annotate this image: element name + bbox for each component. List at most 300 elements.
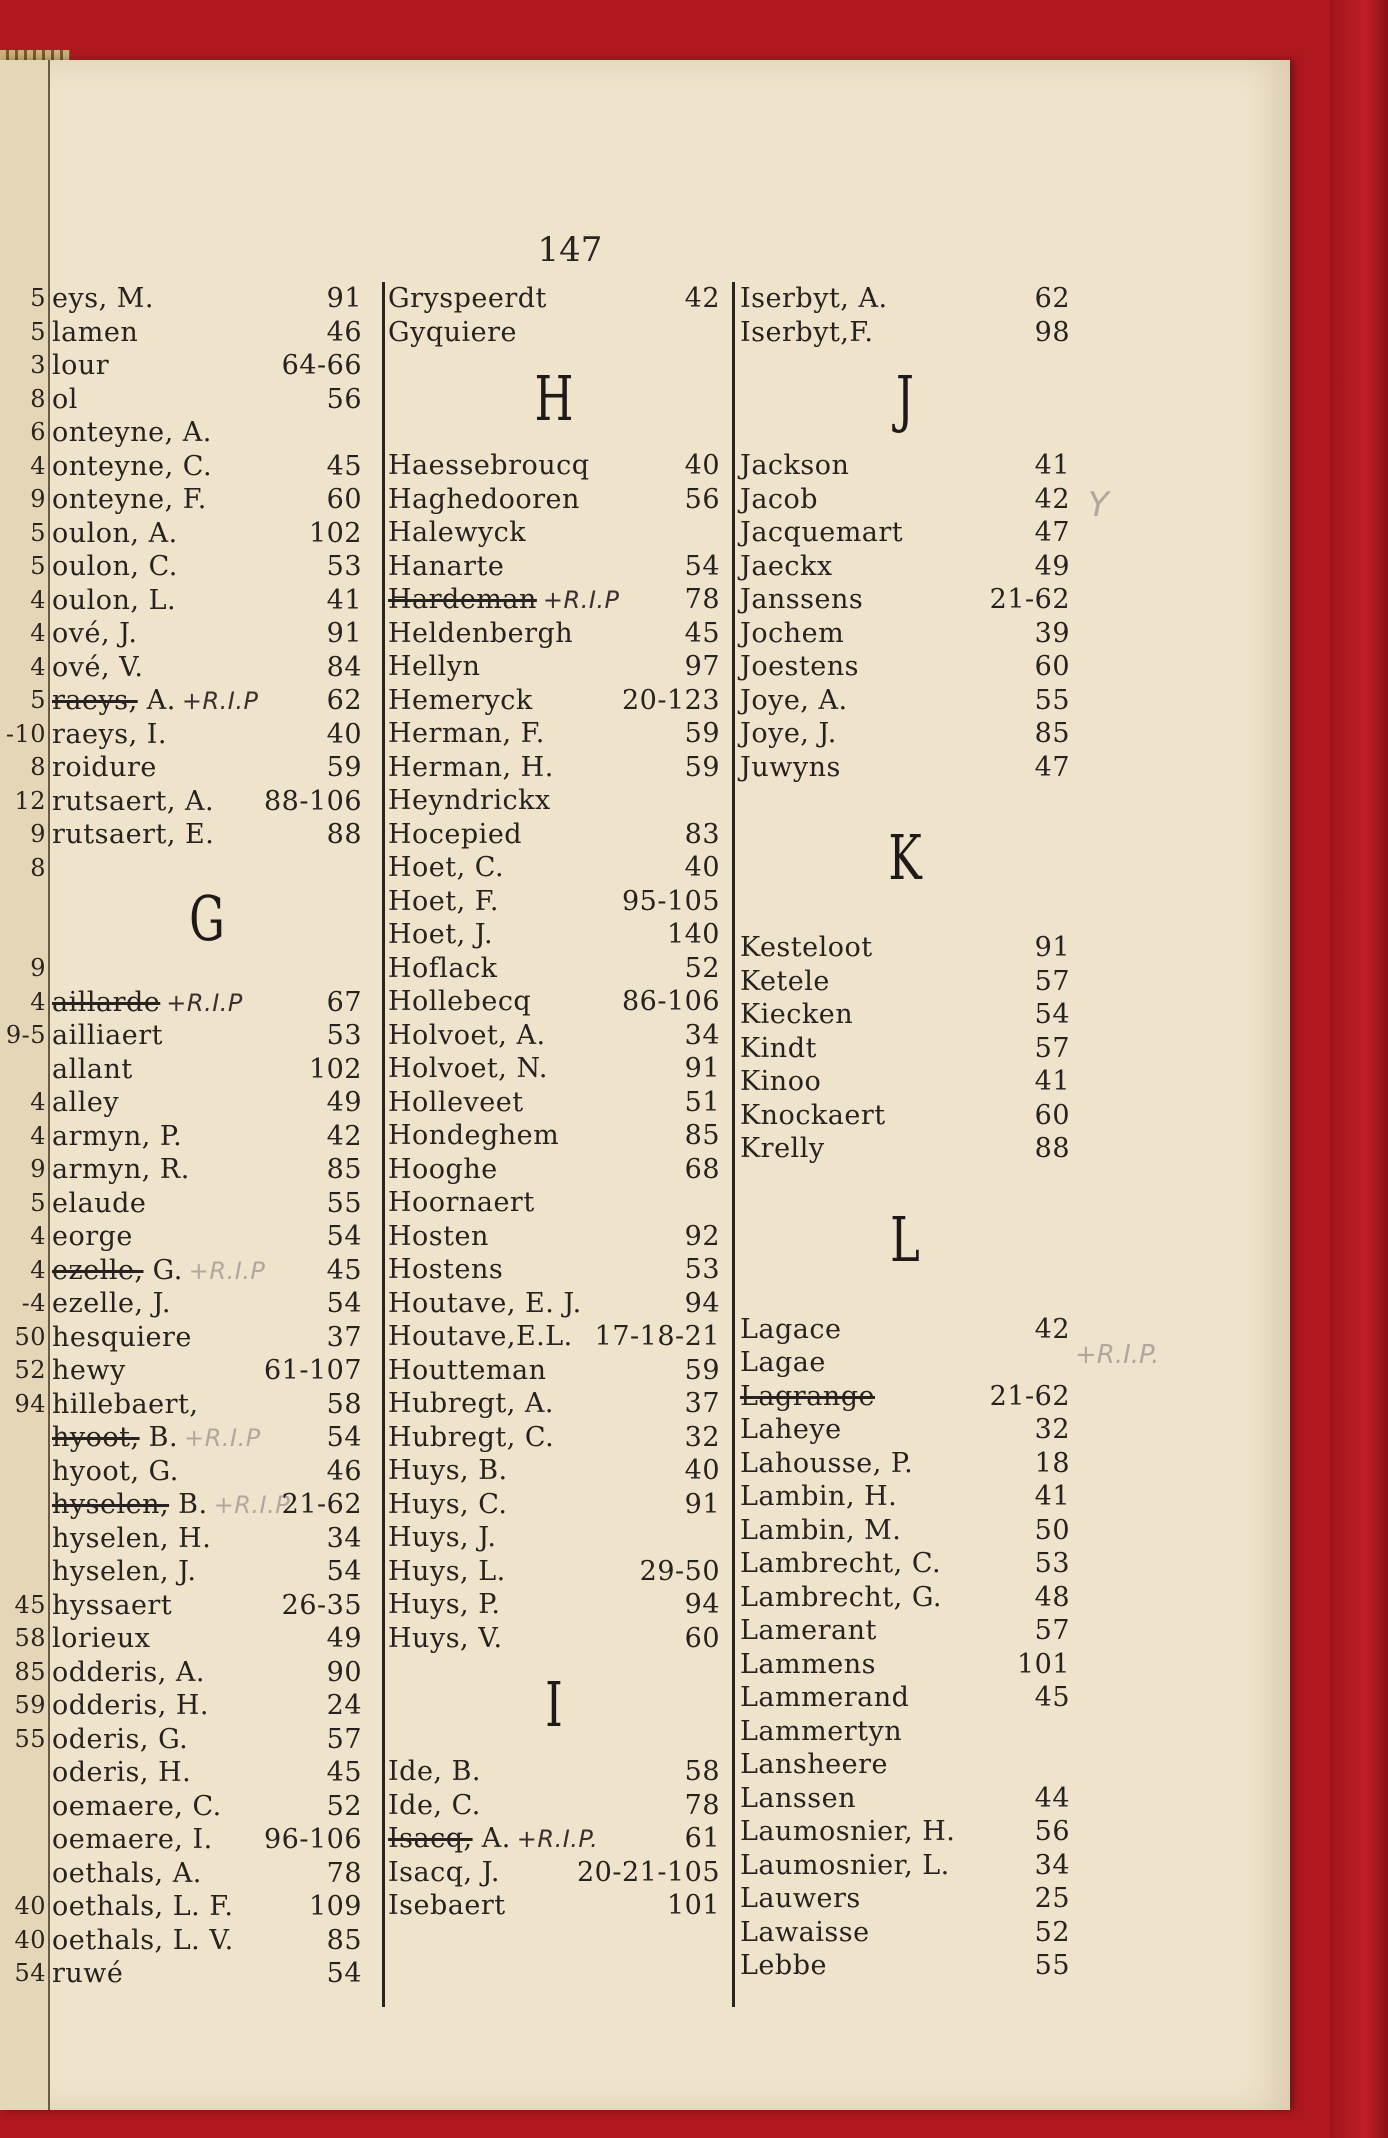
index-entry: [388, 751, 720, 785]
index-entry: [740, 717, 1070, 751]
entry-name: alley: [52, 1087, 120, 1118]
entry-initial: G.: [143, 1254, 183, 1286]
entry-name: Gryspeerdt: [388, 283, 547, 314]
margin-fragment: 5: [30, 284, 46, 312]
entry-name: Hondeghem: [388, 1120, 560, 1151]
index-entry: [740, 1715, 1070, 1749]
page-reference: 49: [326, 1087, 362, 1118]
margin-fragment: 45: [14, 1590, 46, 1619]
index-column-3: [740, 282, 1070, 1983]
page-reference: 56: [326, 383, 362, 415]
index-entry: [30, 651, 362, 685]
section-letter: I: [545, 1668, 563, 1741]
page-reference: 46: [326, 316, 362, 348]
index-entry: [388, 516, 720, 550]
index-entry: [388, 818, 720, 852]
page-reference: 45: [326, 1757, 362, 1788]
entry-name: oemaere, I.: [52, 1824, 213, 1855]
entry-name: Ide, B.: [388, 1756, 482, 1787]
entry-name: [52, 1254, 265, 1289]
entry-name: [52, 684, 258, 719]
page-reference: 60: [1034, 1099, 1070, 1131]
page-reference: 44: [1034, 1782, 1070, 1814]
entry-name: Lambin, M.: [740, 1514, 902, 1546]
index-entry: [52, 1756, 362, 1790]
index-entry: [14, 1723, 362, 1757]
page-reference: 67: [326, 986, 362, 1018]
struck-name: raeys,: [52, 685, 138, 716]
margin-fragment: 85: [14, 1657, 46, 1686]
entry-name: ezelle, J.: [52, 1288, 171, 1319]
index-entry: [30, 450, 362, 484]
index-entry: [30, 952, 362, 986]
section-letter: J: [896, 362, 914, 435]
page-reference: 56: [1034, 1816, 1070, 1847]
entry-name: [740, 1380, 875, 1414]
page-reference: 57: [1034, 1615, 1070, 1646]
index-entry: [30, 1187, 362, 1221]
page-reference: 88-106: [263, 785, 362, 817]
entry-name: Lambrecht, G.: [740, 1581, 943, 1613]
entry-name: Hellyn: [388, 651, 481, 682]
margin-fragment: 8: [30, 853, 46, 882]
entry-name: Lebbe: [740, 1950, 827, 1981]
page-reference: 45: [1034, 1682, 1070, 1713]
entry-name: Krelly: [740, 1133, 825, 1164]
index-entry: [388, 550, 720, 584]
entry-name: Laheye: [740, 1414, 842, 1445]
page-reference: 60: [1034, 651, 1070, 682]
index-entry: [30, 818, 362, 852]
handwritten-annotation: +R.I.P: [542, 586, 620, 614]
margin-fragment: -4: [21, 1289, 46, 1317]
page-reference: 101: [1016, 1648, 1070, 1680]
page-reference: 45: [326, 450, 362, 482]
index-entry: [740, 1480, 1070, 1514]
entry-name: Hooghe: [388, 1153, 498, 1185]
entry-name: Hosten: [388, 1220, 489, 1252]
entry-name: hewy: [52, 1355, 126, 1386]
index-entry: [21, 1287, 362, 1321]
entry-name: roidure: [52, 752, 157, 783]
page-reference: 53: [326, 1020, 362, 1051]
page-reference: 41: [1034, 1481, 1070, 1512]
index-entry: [30, 1153, 362, 1187]
page-reference: 54: [326, 1221, 362, 1252]
index-entry: [388, 1220, 720, 1254]
index-entry: [388, 1354, 720, 1388]
entry-name: allant: [52, 1053, 133, 1085]
entry-name: oulon, C.: [52, 551, 178, 582]
entry-name: Hoflack: [388, 952, 498, 984]
entry-name: Hocepied: [388, 818, 523, 850]
entry-name: Joye, A.: [740, 684, 848, 716]
index-entry: [14, 1622, 362, 1656]
section-letter: L: [890, 1202, 920, 1276]
page-reference: 37: [326, 1321, 362, 1353]
handwritten-annotation: +R.I.P.: [516, 1825, 599, 1853]
entry-name: Halewyck: [388, 517, 527, 548]
page-reference: 56: [684, 483, 720, 515]
entry-name: Heldenbergh: [388, 617, 574, 649]
entry-name: lamen: [52, 316, 139, 348]
entry-name: Jacob: [740, 483, 819, 515]
index-entry: [740, 1380, 1070, 1414]
entry-name: Joye, J.: [740, 718, 837, 749]
page-reference: 24: [326, 1690, 362, 1721]
entry-initial: B.: [169, 1489, 208, 1520]
index-entry: [388, 1052, 720, 1086]
page-reference: 102: [308, 517, 362, 549]
entry-name: oethals, L. F.: [52, 1891, 234, 1922]
entry-name: Houtave,E.L.: [388, 1321, 573, 1352]
entry-name: Ide, C.: [388, 1789, 481, 1821]
page-reference: 97: [684, 651, 720, 682]
index-entry: [52, 1555, 362, 1589]
entry-name: Hubregt, C.: [388, 1421, 555, 1453]
index-entry: [388, 650, 720, 684]
page-reference: 54: [326, 1556, 362, 1587]
index-entry: [388, 1019, 720, 1053]
page-reference: 94: [684, 1589, 720, 1620]
page-reference: 61-107: [263, 1355, 362, 1386]
page-reference: 32: [1034, 1414, 1070, 1445]
entry-name: Lawaisse: [740, 1916, 870, 1948]
index-entry: [30, 684, 362, 718]
entry-name: Kiecken: [740, 999, 854, 1030]
entry-name: Lambin, H.: [740, 1481, 898, 1512]
entry-name: [52, 1421, 261, 1456]
index-entry: [740, 1748, 1070, 1782]
entry-name: Hoet, F.: [388, 885, 499, 917]
margin-fragment: 5: [30, 686, 46, 714]
margin-fragment: 9-5: [5, 1021, 46, 1049]
entry-name: Lanssen: [740, 1782, 856, 1814]
index-entry: [14, 1656, 362, 1690]
entry-name: Houtave, E. J.: [388, 1287, 582, 1319]
entry-name: ruwé: [52, 1958, 124, 1989]
page-reference: 91: [684, 1053, 720, 1084]
margin-fragment: 4: [30, 585, 46, 614]
index-entry: [30, 986, 362, 1020]
margin-fragment: 4: [30, 1255, 46, 1284]
index-entry: [388, 1421, 720, 1455]
entry-name: Haessebroucq: [388, 450, 590, 481]
index-entry: [52, 1823, 362, 1857]
entry-name: Kindt: [740, 1032, 817, 1064]
index-entry: [740, 1032, 1070, 1066]
margin-fragment: 59: [14, 1691, 46, 1719]
page-reference: 88: [326, 819, 362, 850]
book-page: [0, 60, 1290, 2110]
page-reference: 53: [1034, 1548, 1070, 1579]
page-reference: 83: [684, 818, 720, 850]
index-entry: [388, 1287, 720, 1321]
page-reference: 46: [326, 1455, 362, 1487]
entry-name: Lammens: [740, 1648, 876, 1680]
index-entry: [740, 550, 1070, 584]
page-reference: 25: [1034, 1883, 1070, 1914]
entry-name: Hoet, J.: [388, 919, 494, 950]
entry-name: lour: [52, 350, 110, 381]
page-reference: 95-105: [621, 885, 720, 917]
entry-name: Huys, L.: [388, 1555, 506, 1587]
page-reference: 47: [1034, 751, 1070, 783]
margin-fragment: 9: [30, 954, 46, 982]
page-reference: 54: [326, 1422, 362, 1453]
index-entry: [30, 349, 362, 383]
page-reference: 59: [684, 718, 720, 749]
index-entry: [14, 1354, 362, 1388]
index-entry: [30, 517, 362, 551]
entry-name: Kinoo: [740, 1066, 822, 1097]
entry-name: Huys, P.: [388, 1589, 501, 1620]
margin-fragment: 4: [30, 1088, 46, 1116]
index-entry: [740, 1313, 1070, 1347]
page-reference: 53: [326, 551, 362, 582]
entry-name: Iserbyt,F.: [740, 316, 874, 348]
index-entry: [740, 1547, 1070, 1581]
margin-fragment: 52: [14, 1356, 46, 1384]
index-entry: [14, 1890, 362, 1924]
page-reference: 41: [326, 584, 362, 616]
page-reference: 68: [684, 1153, 720, 1185]
entry-name: oderis, G.: [52, 1723, 189, 1755]
index-entry: [740, 617, 1070, 651]
page-reference: 42: [684, 283, 720, 314]
section-letter: H: [534, 362, 574, 435]
page-reference: 20-21-105: [577, 1856, 720, 1888]
index-entry: [740, 1882, 1070, 1916]
entry-name: oderis, H.: [52, 1757, 192, 1788]
entry-name: oethals, L. V.: [52, 1924, 234, 1956]
entry-name: Lamerant: [740, 1615, 877, 1646]
entry-name: Holvoet, N.: [388, 1053, 548, 1084]
index-entry: [14, 1957, 362, 1991]
page-number: 147: [537, 230, 603, 270]
margin-fragment: 40: [14, 1892, 46, 1920]
page-reference: 61: [684, 1823, 720, 1854]
entry-name: Jochem: [740, 617, 845, 649]
entry-name: [388, 1822, 598, 1857]
margin-fragment: 12: [14, 786, 46, 815]
index-entry: [5, 718, 362, 752]
page-reference: 55: [1034, 684, 1070, 716]
page-reference: 21-62: [989, 1380, 1070, 1412]
index-entry: [740, 1581, 1070, 1615]
index-entry: [740, 1132, 1070, 1166]
entry-name: Jackson: [740, 450, 850, 481]
page-reference: 96-106: [263, 1824, 362, 1855]
page-reference: 92: [684, 1220, 720, 1252]
page-reference: 54: [1034, 999, 1070, 1030]
index-entry: [30, 383, 362, 417]
index-entry: [30, 1254, 362, 1288]
struck-name: aillarde: [52, 986, 161, 1018]
page-reference: 58: [326, 1388, 362, 1420]
page-reference: 52: [1034, 1916, 1070, 1948]
index-entry: [740, 1099, 1070, 1133]
entry-name: Huys, J.: [388, 1522, 497, 1553]
margin-fragment: 8: [30, 384, 46, 413]
index-entry: [388, 282, 720, 316]
entry-name: Gyquiere: [388, 316, 517, 348]
index-entry: [30, 282, 362, 316]
page-reference: 55: [1034, 1950, 1070, 1981]
index-entry: [388, 1789, 720, 1823]
page-reference: 34: [684, 1019, 720, 1051]
entry-name: Laumosnier, L.: [740, 1849, 950, 1881]
page-reference: 50: [1034, 1514, 1070, 1546]
entry-name: Huys, B.: [388, 1455, 508, 1486]
entry-name: elaude: [52, 1187, 147, 1219]
page-reference: 91: [326, 618, 362, 649]
page-reference: 64-66: [281, 350, 362, 381]
page-reference: 57: [326, 1723, 362, 1755]
section-letter: K: [888, 821, 922, 894]
index-entry: [388, 449, 720, 483]
page-reference: 54: [326, 1958, 362, 1989]
index-entry: [388, 1488, 720, 1522]
handwritten-annotation: +R.I.P: [181, 687, 259, 715]
page-reference: 52: [684, 952, 720, 984]
page-reference: 86-106: [621, 986, 720, 1017]
index-entry: [388, 1253, 720, 1287]
index-entry: [388, 717, 720, 751]
index-entry: [740, 1681, 1070, 1715]
margin-fragment: 5: [30, 1188, 46, 1217]
page-reference: 47: [1034, 517, 1070, 548]
entry-name: oulon, A.: [52, 517, 178, 549]
page-reference: 40: [684, 852, 720, 883]
index-entry: [740, 516, 1070, 550]
page-reference: 51: [684, 1086, 720, 1118]
index-entry: [740, 965, 1070, 999]
page-reference: 102: [308, 1053, 362, 1085]
entry-name: rutsaert, E.: [52, 819, 215, 850]
page-reference: 48: [1034, 1581, 1070, 1613]
entry-name: Iserbyt, A.: [740, 283, 888, 314]
index-entry: [388, 617, 720, 651]
index-entry: [5, 1019, 362, 1053]
entry-name: onteyne, F.: [52, 484, 207, 515]
entry-name: hesquiere: [52, 1321, 192, 1353]
page-reference: 29-50: [639, 1555, 720, 1587]
margin-fragment: 50: [14, 1322, 46, 1351]
entry-name: Laumosnier, H.: [740, 1816, 956, 1847]
page-reference: 41: [1034, 1066, 1070, 1097]
index-entry: [30, 1220, 362, 1254]
page-reference: 54: [326, 1288, 362, 1319]
margin-fragment: 5: [30, 518, 46, 547]
page-reference: 59: [684, 1354, 720, 1386]
entry-name: ailliaert: [52, 1020, 163, 1051]
margin-fragment: 9: [30, 485, 46, 513]
entry-name: Isebaert: [388, 1890, 506, 1921]
entry-name: Lagae: [740, 1347, 826, 1378]
entry-name: Hostens: [388, 1254, 504, 1285]
entry-name: Hubregt, A.: [388, 1388, 554, 1419]
entry-name: ové, V.: [52, 651, 144, 683]
entry-name: onteyne, A.: [52, 417, 212, 448]
entry-name: Huys, V.: [388, 1622, 503, 1654]
entry-name: eys, M.: [52, 283, 154, 314]
index-entry: [30, 751, 362, 785]
struck-name: Isacq,: [388, 1823, 473, 1854]
index-entry: [388, 1755, 720, 1789]
entry-name: Heyndrickx: [388, 785, 551, 816]
index-entry: [740, 1782, 1070, 1816]
index-entry: [388, 583, 720, 617]
index-entry: [30, 852, 362, 886]
page-reference: 52: [326, 1790, 362, 1822]
entry-name: oulon, L.: [52, 584, 177, 616]
index-entry: [740, 583, 1070, 617]
entry-name: Holvoet, A.: [388, 1019, 546, 1051]
entry-name: ové, J.: [52, 618, 138, 649]
page-reference: 42: [1034, 1313, 1070, 1345]
index-entry: [30, 483, 362, 517]
page-reference: 32: [684, 1421, 720, 1453]
margin-fragment: 5: [30, 552, 46, 580]
index-entry: [52, 1421, 362, 1455]
page-reference: 21-62: [281, 1489, 362, 1520]
page-reference: 90: [326, 1656, 362, 1688]
page-reference: 101: [666, 1890, 720, 1921]
page-reference: 62: [1034, 283, 1070, 314]
page-reference: 91: [326, 283, 362, 314]
entry-name: Janssens: [740, 584, 864, 615]
index-entry: [388, 1186, 720, 1220]
page-reference: 78: [684, 584, 720, 615]
index-entry: [740, 684, 1070, 718]
entry-name: oemaere, C.: [52, 1790, 222, 1822]
margin-fragment: 4: [30, 987, 46, 1016]
entry-name: Hoornaert: [388, 1187, 535, 1218]
page-reference: 59: [326, 752, 362, 783]
entry-name: Herman, F.: [388, 718, 545, 749]
entry-name: Jaeckx: [740, 550, 833, 582]
entry-name: Haghedooren: [388, 483, 580, 515]
index-entry: [740, 1346, 1070, 1380]
entry-name: Hemeryck: [388, 684, 533, 716]
page-reference: 55: [326, 1187, 362, 1219]
entry-name: Jacquemart: [740, 517, 904, 548]
page-reference: 26-35: [281, 1589, 362, 1621]
entry-name: hyselen, H.: [52, 1522, 212, 1554]
entry-name: Herman, H.: [388, 751, 554, 783]
index-entry: [388, 1454, 720, 1488]
entry-name: eorge: [52, 1221, 133, 1252]
index-column-2: [388, 282, 720, 1923]
entry-name: Hanarte: [388, 550, 505, 582]
struck-name: Hardeman: [388, 584, 537, 615]
index-entry: [52, 1053, 362, 1087]
page-reference: 54: [684, 550, 720, 582]
index-entry: [740, 483, 1070, 517]
page-reference: 91: [1034, 932, 1070, 963]
entry-name: Holleveet: [388, 1086, 524, 1118]
page-reference: 17-18-21: [594, 1321, 720, 1352]
entry-name: hyssaert: [52, 1589, 173, 1621]
entry-name: hillebaert,: [52, 1388, 199, 1420]
entry-name: raeys, I.: [52, 718, 168, 750]
page-reference: 34: [326, 1522, 362, 1554]
page-reference: 59: [684, 751, 720, 783]
entry-name: armyn, P.: [52, 1120, 183, 1152]
margin-fragment: 4: [30, 451, 46, 480]
entry-name: [52, 1488, 290, 1523]
